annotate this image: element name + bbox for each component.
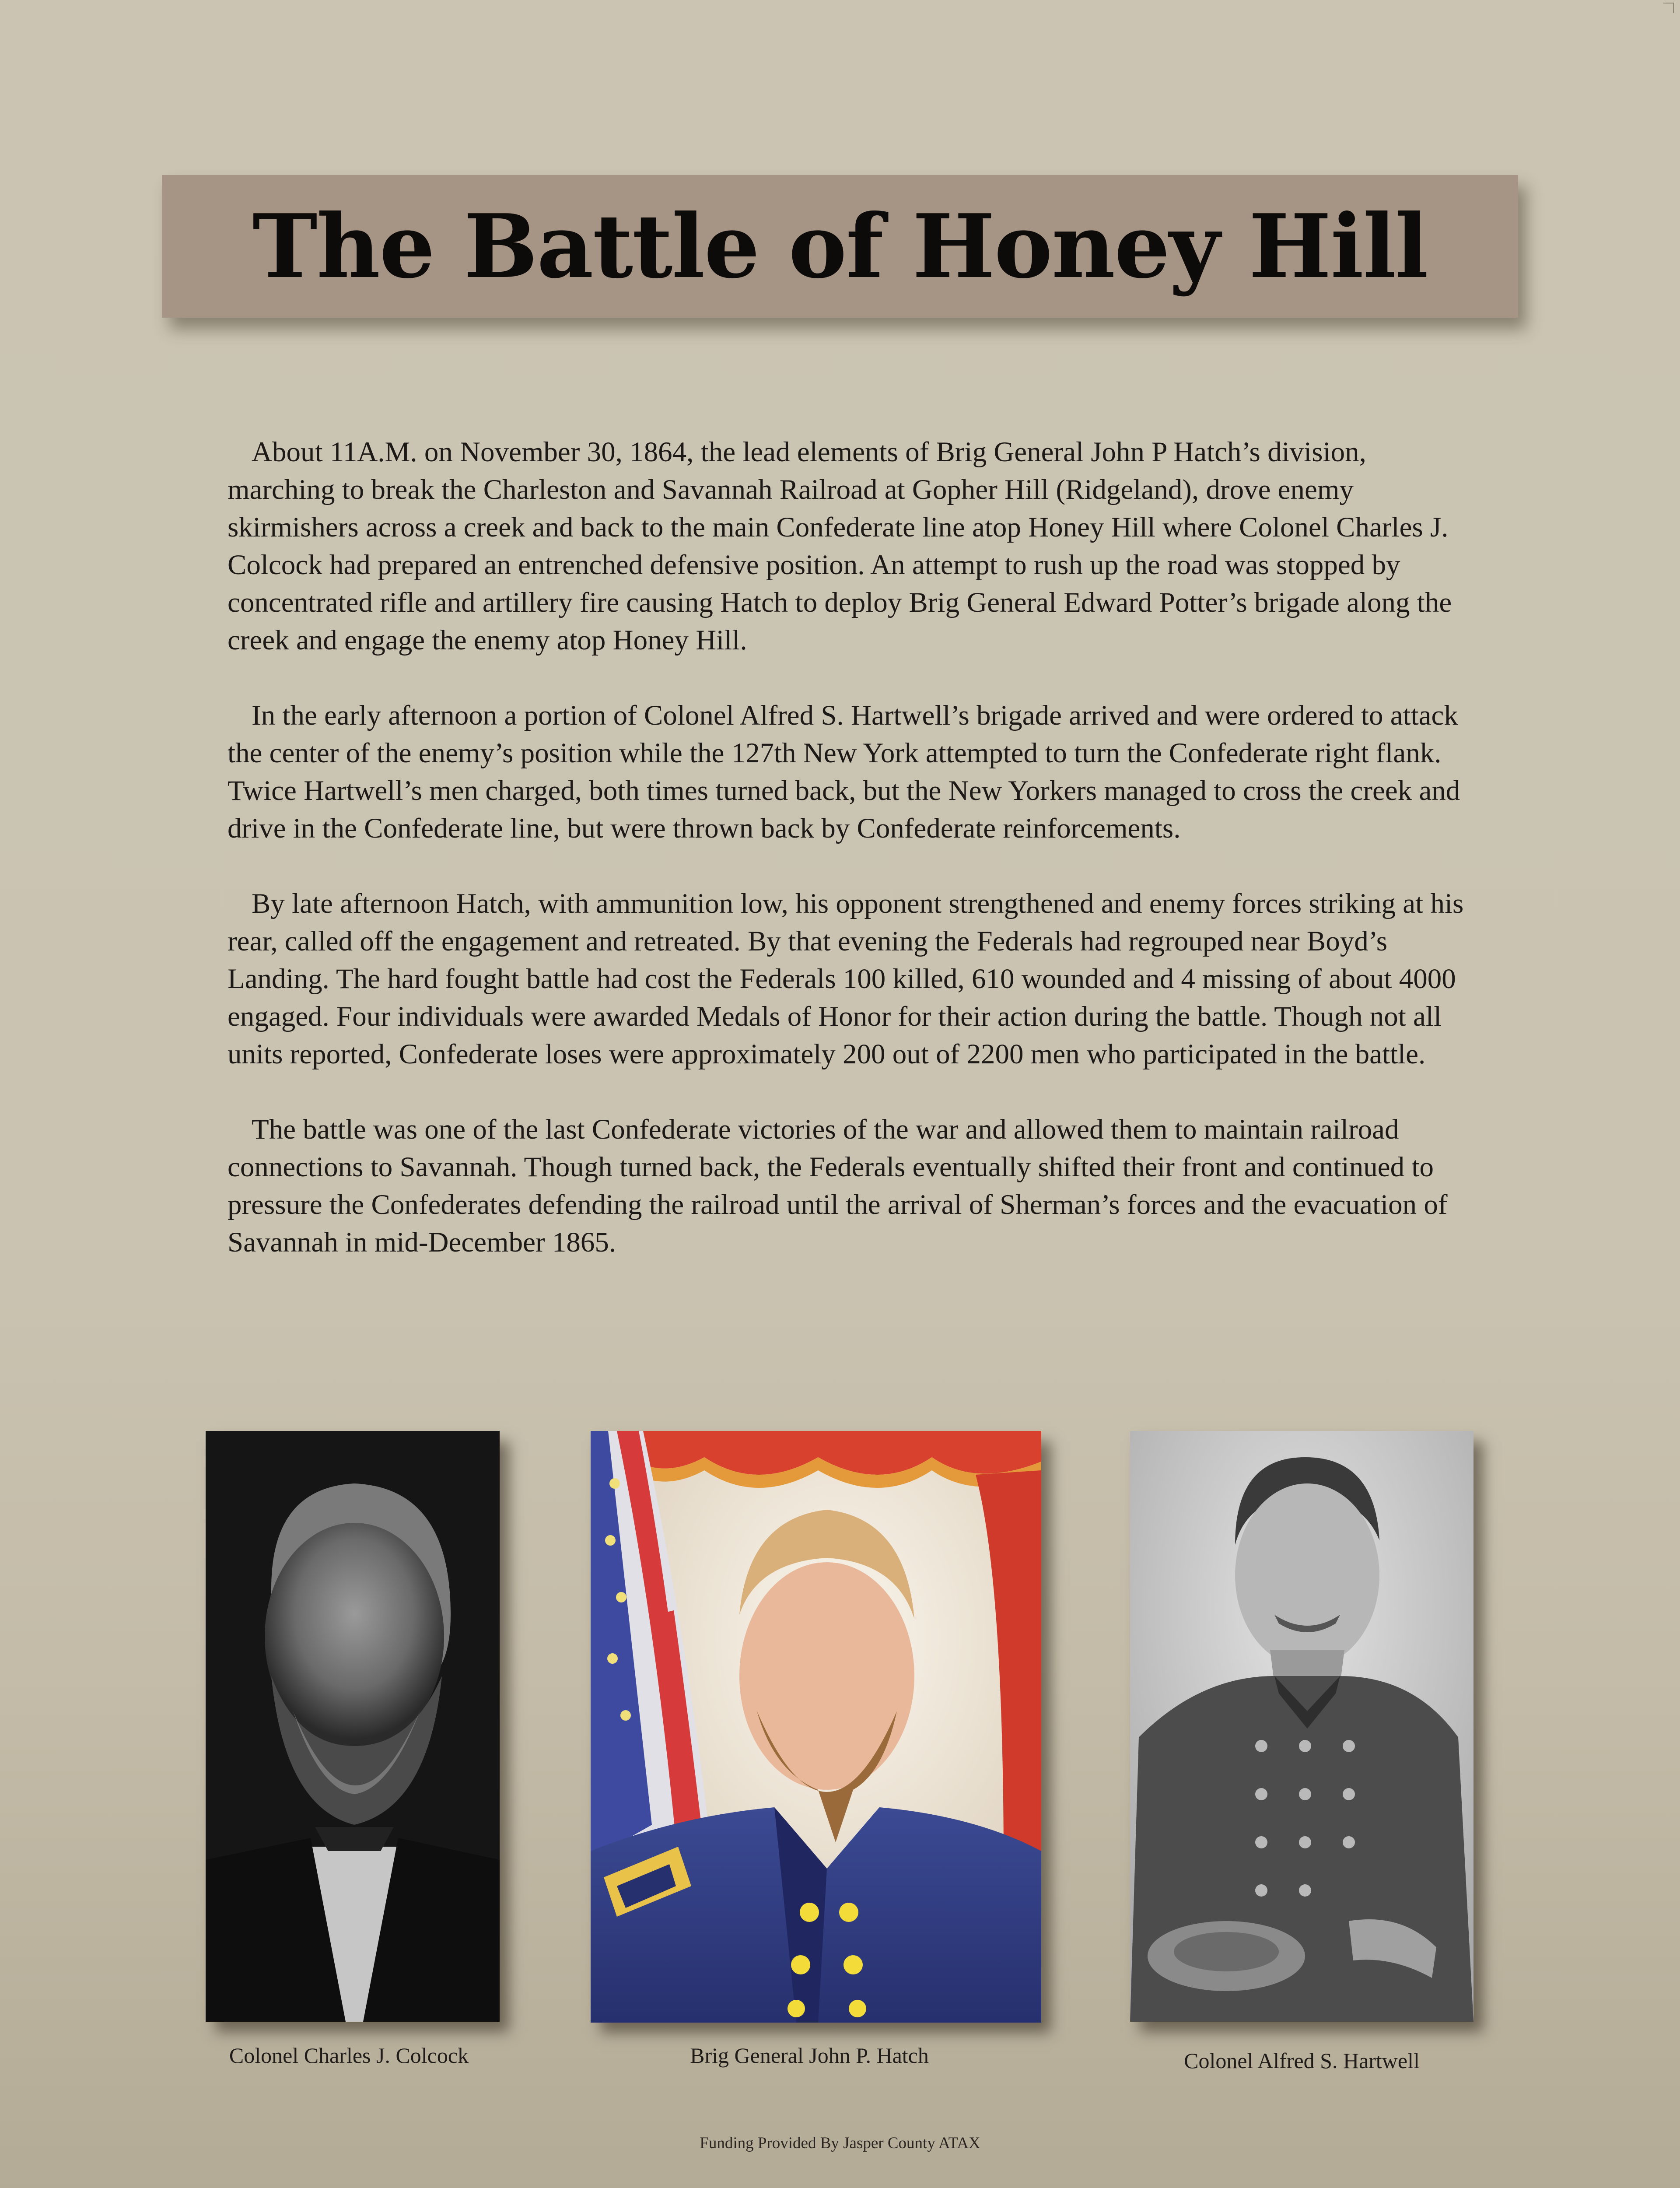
- body-text: [228, 433, 1470, 1299]
- paragraph-1: About 11A.M. on November 30, 1864, the lead elements of Brig General John P Hatch’s division, marching to break the Charleston and Savannah Railroad at Gopher Hill (Ridgeland), drove enemy skirmishers across a creek and back to the main Confederate line atop Honey Hill where Colonel Charles J. Colcock had prepared an entrenched defensive position. An attempt to rush up the road was stopped by concentrated rifle and artillery fire causing Hatch to deploy Brig General Edward Potter’s brigade along the creek and engage the enemy atop Honey Hill.: [228, 436, 1452, 656]
- crop-mark: [1663, 3, 1674, 13]
- paragraph-4: The battle was one of the last Confederate victories of the war and allowed them to maintain railroad connections to Savannah. Though turned back, the Federals eventually shifted their front and continued to pressure the Confederates defending the railroad until the arrival of Sherman’s forces and the evacuation of Savannah in mid-December 1865.: [228, 1114, 1448, 1258]
- portrait-colcock-image: [206, 1431, 500, 2022]
- title-banner: [162, 175, 1518, 318]
- portrait-hatch-image: [591, 1431, 1041, 2023]
- funding-credit: Funding Provided By Jasper County ATAX: [700, 2134, 980, 2152]
- caption-colcock: Colonel Charles J. Colcock: [229, 2043, 469, 2068]
- portrait-hatch: [591, 1431, 1041, 2023]
- portrait-hartwell-image: [1130, 1431, 1474, 2022]
- caption-hartwell: Colonel Alfred S. Hartwell: [1184, 2048, 1420, 2073]
- page-title: The Battle of Honey Hill: [252, 195, 1428, 298]
- paragraph-3: By late afternoon Hatch, with ammunition low, his opponent strengthened and enemy forces striking at his rear, called off the engagement and retreated. By that evening the Federals had regrouped near Boyd’s Landing. The hard fought battle had cost the Federals 100 killed, 610 wounded and 4 missing of about 4000 engaged. Four individuals were awarded Medals of Honor for their action during the battle. Though not all units reported, Confederate loses were approximately 200 out of 2200 men who participated in the battle.: [228, 888, 1464, 1070]
- portrait-hartwell: [1130, 1431, 1474, 2022]
- caption-hatch: Brig General John P. Hatch: [690, 2043, 929, 2068]
- portrait-colcock: [206, 1431, 500, 2022]
- paragraph-2: In the early afternoon a portion of Colonel Alfred S. Hartwell’s brigade arrived and were ordered to attack the center of the enemy’s position while the 127th New York attempted to turn the Confederate right flank. Twice Hartwell’s men charged, both times turned back, but the New Yorkers managed to cross the creek and drive in the Confederate line, but were thrown back by Confederate reinforcements.: [228, 700, 1460, 844]
